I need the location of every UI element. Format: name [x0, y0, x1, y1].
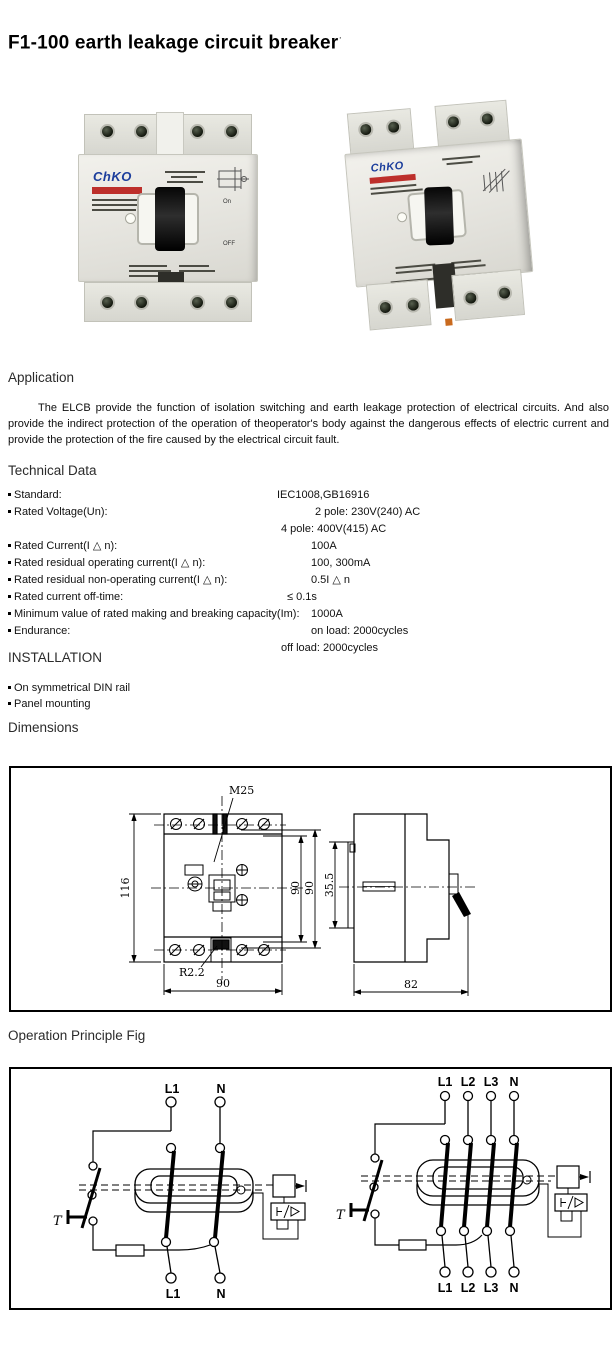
bullet: [8, 612, 11, 615]
phase-label-top: L3: [483, 1075, 499, 1089]
label-text-line: [92, 199, 140, 201]
rating-text-line: [179, 265, 209, 267]
operation-drawing: [11, 1069, 610, 1308]
dim-side-height-label: 35.5: [323, 872, 336, 898]
bullet: [8, 544, 11, 547]
spec-value: 0.5I △ n: [311, 574, 351, 586]
phase-label-top: L1: [164, 1082, 180, 1096]
phase-label-bottom: L1: [165, 1287, 181, 1301]
terminal-screw: [100, 124, 115, 139]
spec-label: Rated current off-time:: [14, 591, 124, 603]
spec-value: ≤ 0.1s: [287, 591, 317, 603]
spec-value: 1000A: [311, 608, 343, 620]
spec-label: Endurance:: [14, 625, 71, 637]
phase-label-bottom: N: [216, 1287, 226, 1301]
spec-label: Standard:: [14, 489, 62, 501]
rating-diagram-icon: [475, 162, 518, 199]
on-mark: On: [222, 199, 231, 205]
spec-value: 100A: [311, 540, 337, 552]
off-mark: OFF: [223, 241, 235, 247]
red-label: [370, 174, 416, 184]
installation-item: [8, 680, 130, 696]
rating-text-line: [452, 264, 486, 268]
spec-row: [8, 606, 608, 623]
four-pole-diagram: [336, 1075, 590, 1295]
bottom-orange-mark: [445, 318, 453, 326]
dim-span-outer-label: 90: [303, 881, 316, 895]
phase-label-top: N: [509, 1075, 519, 1089]
title-artifact: ·: [338, 30, 343, 44]
operation-heading: Operation Principle Fig: [8, 1028, 146, 1043]
phase-label-bottom: L2: [460, 1281, 476, 1295]
bullet: [8, 686, 11, 689]
two-pole-diagram: [53, 1082, 306, 1301]
spec-row: [8, 623, 608, 640]
test-button: [397, 212, 408, 223]
spec-value: 2 pole: 230V(240) AC: [315, 506, 421, 518]
top-din-tab: [156, 112, 184, 158]
dim-span-inner-label: 90: [289, 881, 302, 895]
bottom-terminal-block: [366, 279, 432, 330]
spec-row: [8, 521, 608, 538]
rating-diagram-icon: [217, 165, 251, 195]
phase-label-top: L1: [437, 1075, 453, 1089]
test-label: T: [53, 1214, 62, 1229]
page-title: [8, 30, 343, 54]
type-text-line: [171, 176, 197, 178]
rating-text-line: [395, 264, 435, 269]
bottom-terminal-block: [451, 269, 525, 321]
application-heading: Application: [8, 370, 75, 385]
spec-value: 100, 300mA: [311, 557, 371, 569]
dim-width-label: 90: [216, 977, 230, 990]
spec-label: Minimum value of rated making and breaking capacity(Im):: [14, 608, 300, 620]
terminal-screw: [190, 124, 205, 139]
front-view: [119, 784, 321, 995]
terminal-screw: [134, 295, 149, 310]
technical-specs: [8, 487, 608, 657]
type-text-line: [447, 161, 473, 165]
spec-value: IEC1008,GB16916: [277, 489, 370, 501]
spec-label: Rated residual non-operating current(I △ n):: [14, 574, 228, 586]
bullet: [8, 629, 11, 632]
dim-radius-label: R2.2: [179, 966, 205, 979]
product-photo-angled: [341, 99, 537, 332]
type-text-line: [167, 181, 203, 183]
spec-value: on load: 2000cycles: [311, 625, 409, 637]
bullet: [8, 510, 11, 513]
phase-label-bottom: L1: [437, 1281, 453, 1295]
phase-label-top: N: [216, 1082, 226, 1096]
test-label: T: [336, 1208, 345, 1223]
spec-row: [8, 589, 608, 606]
spec-label: Rated Voltage(Un):: [14, 506, 108, 518]
phase-label-top: L2: [460, 1075, 476, 1089]
dimensions-heading: Dimensions: [8, 720, 79, 735]
toggle-handle: [155, 187, 185, 251]
dim-height-label: 116: [119, 877, 132, 899]
spec-value: 4 pole: 400V(415) AC: [281, 523, 387, 535]
bullet: [8, 595, 11, 598]
operation-figure: [9, 1067, 612, 1310]
spec-row: [8, 572, 608, 589]
technical-data-heading: Technical Data: [8, 463, 97, 478]
spec-row: [8, 555, 608, 572]
rating-text-line: [451, 260, 481, 264]
phase-label-bottom: N: [509, 1281, 519, 1295]
product-photo-front: [78, 112, 258, 324]
spec-value: off load: 2000cycles: [281, 642, 379, 654]
type-text-line: [442, 155, 480, 160]
application-body: The ELCB provide the function of isolation switching and earth leakage protection of electrical circuits. And also provide the indirect protection of the operation of theoperator's body against the dangerous effects of electric current and provide the protection of the fire caused by the electrical circuit fault.: [8, 402, 609, 446]
installation-item-text: On symmetrical DIN rail: [14, 682, 131, 694]
dimensions-drawing: [11, 768, 610, 1010]
spec-row: [8, 487, 608, 504]
brand-logo: ChKO: [370, 159, 405, 175]
terminal-screw: [224, 124, 239, 139]
phase-label-bottom: L3: [483, 1281, 499, 1295]
rating-text-line: [396, 269, 432, 274]
label-text-line: [92, 209, 136, 211]
terminal-screw: [190, 295, 205, 310]
breaker-body: [78, 154, 258, 282]
installation-item: [8, 696, 130, 712]
spec-row: [8, 504, 608, 521]
installation-heading: INSTALLATION: [8, 650, 103, 665]
installation-list: [8, 680, 130, 712]
bullet: [8, 702, 11, 705]
terminal-screw: [224, 295, 239, 310]
installation-item-text: Panel mounting: [14, 698, 91, 710]
terminal-screw: [100, 295, 115, 310]
test-button: [125, 213, 136, 224]
bullet: [8, 561, 11, 564]
toggle-handle: [424, 187, 454, 246]
spec-label: Rated residual operating current(I △ n):: [14, 557, 206, 569]
type-text-line: [165, 171, 205, 173]
terminal-screw: [134, 124, 149, 139]
rating-text-line: [179, 270, 215, 272]
dim-gland-label: M25: [229, 784, 255, 797]
spec-row: [8, 538, 608, 555]
red-label: [92, 187, 142, 194]
dim-depth-label: 82: [404, 978, 418, 991]
bullet: [8, 493, 11, 496]
page-title-text: F1-100 earth leakage circuit breaker: [8, 32, 339, 54]
spec-label: Rated Current(I △ n):: [14, 540, 118, 552]
bullet: [8, 578, 11, 581]
rating-text-line: [129, 265, 167, 267]
brand-logo: ChKO: [93, 169, 132, 184]
side-view: [323, 814, 477, 996]
dimensions-figure: [9, 766, 612, 1012]
